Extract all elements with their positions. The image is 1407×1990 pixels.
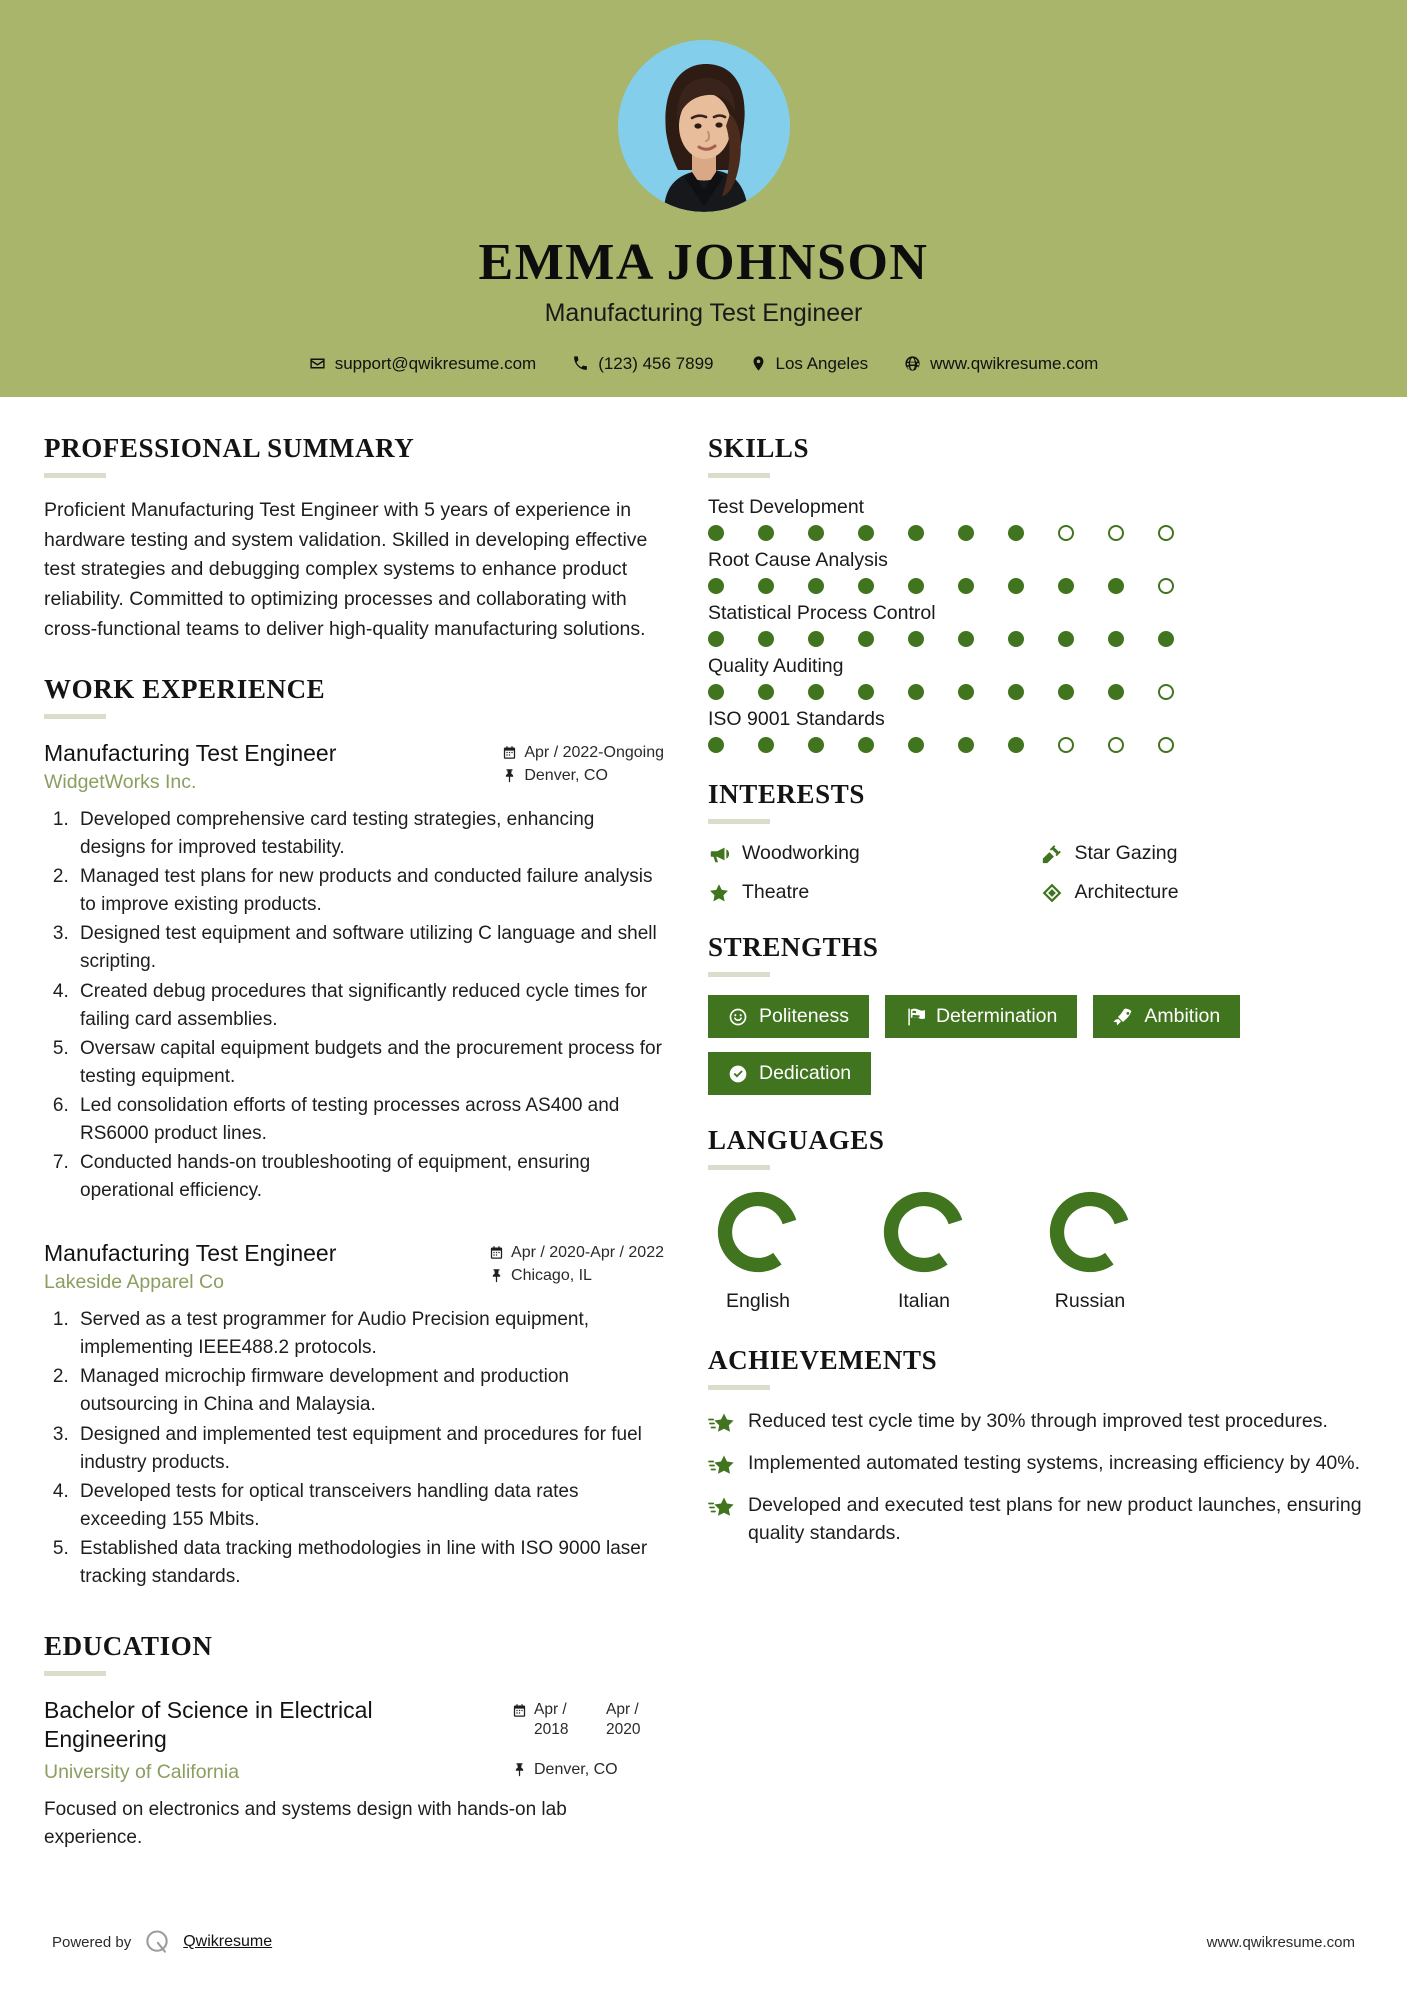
interest-label: Architecture (1074, 881, 1179, 903)
section-interests (708, 779, 1363, 904)
work-entry-meta (502, 739, 664, 788)
rating-dot-filled (1058, 578, 1074, 594)
globe-icon (904, 355, 921, 372)
section-languages (708, 1125, 1363, 1313)
list-item: 1. Served as a test programmer for Audio Precision equipment, implementing IEEE488.2 protocols. (74, 1306, 664, 1362)
skill-label: Root Cause Analysis (708, 549, 888, 571)
rating-dot-filled (758, 684, 774, 700)
section-header (708, 1345, 1363, 1390)
work-dates-text: Apr / 2022-Ongoing (524, 744, 664, 762)
skill-rating-dots (708, 684, 1363, 700)
work-company: Lakeside Apparel Co (44, 1271, 224, 1294)
work-dates (489, 1239, 664, 1265)
contact-website-text: www.qwikresume.com (930, 353, 1099, 373)
section-strengths (708, 932, 1363, 1095)
interest-label: Star Gazing (1074, 842, 1178, 864)
work-location (502, 765, 664, 788)
section-divider (44, 1671, 106, 1676)
skill-label: ISO 9001 Standards (708, 708, 885, 730)
achievement-item (708, 1492, 1363, 1547)
section-work-experience (44, 674, 664, 1591)
rating-dot-filled (708, 578, 724, 594)
skill-label: Test Development (708, 496, 865, 518)
education-date-end: Apr / 2020 (606, 1701, 641, 1739)
language-item (880, 1188, 968, 1313)
interest-item (708, 842, 1031, 865)
work-location (489, 1265, 664, 1288)
job-title: Manufacturing Test Engineer (544, 298, 863, 327)
interests-list (708, 842, 1363, 904)
section-divider (708, 473, 770, 478)
education-entry-titles (44, 1696, 444, 1784)
strength-chip (708, 1052, 871, 1095)
achievements-list (708, 1408, 1363, 1547)
list-item: 3. Designed and implemented test equipment and procedures for fuel industry products. (74, 1421, 664, 1477)
rating-dot-filled (708, 631, 724, 647)
skill-item (708, 549, 1363, 594)
shooting-star-icon (708, 1452, 734, 1478)
section-title: INTERESTS (708, 779, 865, 809)
rating-dot-filled (958, 684, 974, 700)
work-entry-titles (44, 739, 336, 794)
education-entry-header (44, 1696, 664, 1784)
contact-phone[interactable] (554, 354, 731, 374)
calendar-icon (502, 744, 517, 765)
rating-dot-filled (858, 525, 874, 541)
skills-list (708, 496, 1363, 753)
avatar-photo (618, 40, 790, 212)
rating-dot-filled (1008, 578, 1024, 594)
section-title: LANGUAGES (708, 1125, 885, 1155)
education-degree: Bachelor of Science in Electrical Engineering (44, 1697, 373, 1752)
list-item: 2. Managed test plans for new products and conducted failure analysis to improve existing products. (74, 863, 664, 919)
language-label: Russian (1054, 1290, 1126, 1312)
rating-dot-filled (758, 631, 774, 647)
work-bullets (74, 806, 664, 1206)
rating-dot-empty (1108, 525, 1124, 541)
rating-dot-filled (708, 737, 724, 753)
section-title: WORK EXPERIENCE (44, 674, 326, 705)
list-item: 6. Led consolidation efforts of testing processes across AS400 and RS6000 product lines. (74, 1092, 664, 1148)
qwikresume-logo-icon (143, 1928, 171, 1956)
rating-dot-filled (908, 578, 924, 594)
check-circle-icon (728, 1064, 748, 1084)
rating-dot-empty (1108, 737, 1124, 753)
work-company: WidgetWorks Inc. (44, 770, 197, 793)
education-dates (512, 1696, 664, 1740)
rating-dot-empty (1158, 737, 1174, 753)
rating-dot-filled (808, 631, 824, 647)
page-footer (0, 1928, 1407, 1956)
achievement-text: Developed and executed test plans for new product launches, ensuring quality standards. (748, 1494, 1362, 1544)
contact-bar (291, 354, 1117, 374)
rating-dot-filled (1058, 684, 1074, 700)
section-professional-summary (44, 433, 664, 644)
work-location-text: Chicago, IL (511, 1267, 592, 1285)
education-school: University of California (44, 1760, 240, 1783)
footer-website: www.qwikresume.com (1206, 1933, 1355, 1951)
rating-dot-filled (858, 578, 874, 594)
section-divider (44, 473, 106, 478)
footer-brand-link[interactable]: Qwikresume (183, 1933, 273, 1950)
section-divider (708, 1385, 770, 1390)
education-location (512, 1759, 664, 1782)
location-pin-icon (750, 355, 767, 372)
contact-email-text: support@qwikresume.com (334, 353, 537, 373)
skill-rating-dots (708, 525, 1363, 541)
pin-icon (489, 1267, 504, 1288)
strength-label: Politeness (759, 1005, 849, 1027)
rating-dot-filled (1108, 578, 1124, 594)
footer-powered-by (52, 1928, 272, 1956)
work-job-title: Manufacturing Test Engineer (44, 1240, 337, 1267)
work-location-text: Denver, CO (524, 767, 608, 785)
work-entry-titles (44, 1239, 336, 1294)
rating-dot-empty (1158, 525, 1174, 541)
rating-dot-filled (1158, 631, 1174, 647)
section-divider (708, 972, 770, 977)
contact-email[interactable] (291, 354, 555, 374)
rating-dot-filled (1058, 631, 1074, 647)
skill-rating-dots (708, 578, 1363, 594)
shooting-star-icon (708, 1410, 734, 1436)
envelope-icon (309, 355, 326, 372)
pin-icon (502, 767, 517, 788)
left-column (44, 433, 664, 1852)
section-title: ACHIEVEMENTS (708, 1345, 938, 1375)
section-header (44, 674, 664, 719)
calendar-icon (512, 1703, 527, 1718)
skill-item (708, 655, 1363, 700)
list-item: 7. Conducted hands-on troubleshooting of equipment, ensuring operational efficiency. (74, 1149, 664, 1205)
section-achievements (708, 1345, 1363, 1547)
rating-dot-filled (858, 737, 874, 753)
rating-dot-empty (1058, 525, 1074, 541)
rating-dot-empty (1158, 684, 1174, 700)
summary-text: Proficient Manufacturing Test Engineer with 5 years of experience in hardware testing and system validation. Skilled in developing effective test strategies and debugging complex systems to enhance product reliability. Committed to optimizing processes and collaborating with cross-functional teams to deliver high-quality manufacturing solutions. (44, 499, 648, 640)
section-divider (44, 714, 106, 719)
rating-dot-filled (958, 737, 974, 753)
rating-dot-filled (908, 631, 924, 647)
contact-website[interactable] (886, 354, 1116, 374)
list-item: 5. Oversaw capital equipment budgets and the procurement process for testing equipment. (74, 1035, 664, 1091)
shooting-star-icon (708, 1494, 734, 1520)
work-entry (44, 1239, 664, 1591)
rating-dot-filled (858, 631, 874, 647)
achievement-item (708, 1450, 1363, 1478)
rating-dot-filled (958, 578, 974, 594)
rating-dot-filled (958, 631, 974, 647)
contact-phone-text: (123) 456 7899 (598, 353, 714, 373)
skill-label: Quality Auditing (708, 655, 844, 677)
section-title: PROFESSIONAL SUMMARY (44, 433, 415, 463)
list-item: 1. Developed comprehensive card testing strategies, enhancing designs for improved testability. (74, 806, 664, 862)
section-header (708, 779, 1363, 824)
rating-dot-filled (758, 578, 774, 594)
work-bullets (74, 1306, 664, 1591)
phone-icon (572, 355, 589, 372)
rating-dot-filled (908, 525, 924, 541)
section-divider (708, 1165, 770, 1170)
skill-item (708, 496, 1363, 541)
strength-chip (885, 995, 1077, 1038)
language-item (1046, 1188, 1134, 1313)
rating-dot-filled (808, 525, 824, 541)
work-dates-text: Apr / 2020-Apr / 2022 (511, 1244, 664, 1262)
section-header (44, 1631, 664, 1676)
strength-chip (1093, 995, 1240, 1038)
rating-dot-filled (908, 737, 924, 753)
megaphone-icon (708, 843, 730, 865)
page-title: EMMA JOHNSON (478, 234, 929, 291)
resume-body (0, 397, 1407, 1852)
list-item: 5. Established data tracking methodologies in line with ISO 9000 laser tracking standards. (74, 1535, 664, 1591)
work-job-title: Manufacturing Test Engineer (44, 740, 337, 767)
education-location-text: Denver, CO (534, 1760, 618, 1778)
education-date-start: Apr / 2018 (534, 1701, 569, 1739)
rating-dot-filled (808, 578, 824, 594)
rating-dot-filled (808, 737, 824, 753)
achievement-item (708, 1408, 1363, 1436)
contact-location[interactable] (732, 354, 887, 374)
avatar (618, 40, 790, 212)
section-title: STRENGTHS (708, 932, 879, 962)
rating-dot-empty (1058, 737, 1074, 753)
skill-rating-dots (708, 631, 1363, 647)
language-progress-ring (1046, 1188, 1134, 1276)
skill-item (708, 708, 1363, 753)
strength-label: Dedication (759, 1062, 852, 1084)
smiley-icon (728, 1007, 748, 1027)
section-skills (708, 433, 1363, 753)
section-header (708, 433, 1363, 478)
rating-dot-filled (1108, 684, 1124, 700)
list-item: 4. Developed tests for optical transceivers handling data rates exceeding 155 Mbits. (74, 1478, 664, 1534)
diamond-icon (1041, 882, 1063, 904)
rating-dot-filled (858, 684, 874, 700)
education-date-pair (534, 1700, 664, 1740)
work-entry-header (44, 1239, 664, 1294)
rocket-icon (1113, 1007, 1133, 1027)
work-entry (44, 739, 664, 1205)
calendar-icon (489, 1244, 504, 1265)
list-item: 4. Created debug procedures that significantly reduced cycle times for failing card assemblies. (74, 978, 664, 1034)
section-header (44, 433, 664, 478)
section-title: SKILLS (708, 433, 810, 463)
rating-dot-filled (758, 737, 774, 753)
rating-dot-filled (708, 684, 724, 700)
section-header (708, 1125, 1363, 1170)
achievement-text: Reduced test cycle time by 30% through improved test procedures. (748, 1410, 1328, 1432)
interest-label: Woodworking (742, 842, 860, 864)
rating-dot-filled (1108, 631, 1124, 647)
rating-dot-filled (958, 525, 974, 541)
interest-item (1041, 881, 1364, 904)
section-education (44, 1631, 664, 1852)
right-column (708, 433, 1363, 1852)
section-divider (708, 819, 770, 824)
rating-dot-filled (1008, 525, 1024, 541)
language-item (714, 1188, 802, 1313)
language-progress-ring (714, 1188, 802, 1276)
strength-label: Ambition (1144, 1005, 1221, 1027)
section-header (708, 932, 1363, 977)
language-progress-ring (880, 1188, 968, 1276)
languages-list (708, 1188, 1363, 1313)
work-entry-meta (489, 1239, 664, 1288)
rating-dot-empty (1158, 578, 1174, 594)
resume-header (0, 0, 1407, 397)
strength-chip (708, 995, 869, 1038)
education-entry-meta (512, 1696, 664, 1781)
rating-dot-filled (808, 684, 824, 700)
language-label: Italian (897, 1290, 951, 1312)
contact-location-text: Los Angeles (775, 353, 869, 373)
rating-dot-filled (1008, 737, 1024, 753)
work-entry-header (44, 739, 664, 794)
education-entry (44, 1696, 664, 1852)
strength-label: Determination (935, 1005, 1058, 1027)
skill-item (708, 602, 1363, 647)
section-title: EDUCATION (44, 1631, 213, 1662)
rating-dot-filled (908, 684, 924, 700)
interest-item (708, 881, 1031, 904)
rating-dot-filled (708, 525, 724, 541)
work-dates (502, 739, 664, 765)
list-item: 2. Managed microchip firmware development and production outsourcing in China and Malaysia. (74, 1363, 664, 1419)
interest-item (1041, 842, 1364, 865)
footer-powered-label: Powered by (52, 1933, 132, 1951)
rating-dot-filled (758, 525, 774, 541)
achievement-text: Implemented automated testing systems, increasing efficiency by 40%. (748, 1452, 1361, 1474)
list-item: 3. Designed test equipment and software utilizing C language and shell scripting. (74, 920, 664, 976)
skill-rating-dots (708, 737, 1363, 753)
language-label: English (726, 1290, 790, 1312)
checkered-flag-icon (905, 1007, 925, 1027)
education-description: Focused on electronics and systems design with hands-on lab experience. (44, 1798, 567, 1848)
skill-label: Statistical Process Control (708, 602, 936, 624)
pin-icon (512, 1761, 527, 1782)
rating-dot-filled (1008, 684, 1024, 700)
strengths-list (708, 995, 1363, 1095)
star-icon (708, 882, 730, 904)
interest-label: Theatre (742, 881, 810, 903)
rating-dot-filled (1008, 631, 1024, 647)
gavel-icon (1041, 843, 1063, 865)
